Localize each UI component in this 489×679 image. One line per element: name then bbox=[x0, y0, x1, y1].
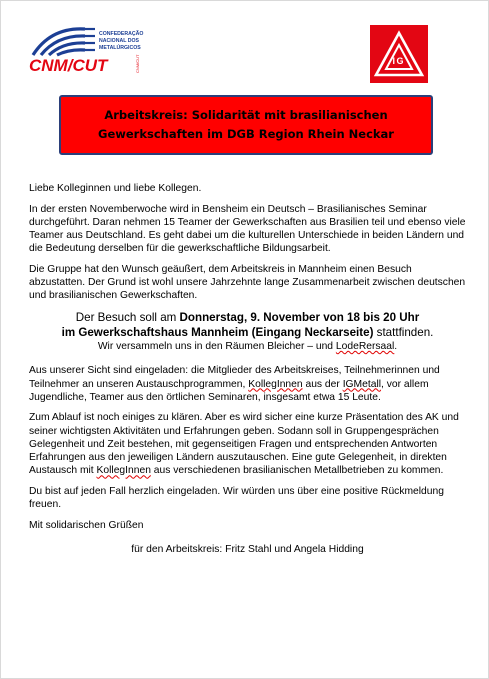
logo-arc-lines bbox=[85, 29, 95, 50]
paragraph-invitation: Du bist auf jeden Fall herzlich eingeladen. Wir würden uns über eine positive Rückmeldung freuen. bbox=[29, 485, 444, 511]
visit-location-line: im Gewerkschaftshaus Mannheim (Eingang Neckarseite) stattfinden. bbox=[61, 326, 434, 340]
ig-metall-logo bbox=[370, 25, 428, 83]
visit-announcement: Der Besuch soll am Donnerstag, 9. November von 18 bis 20 Uhr bbox=[75, 311, 420, 325]
visit-location: im Gewerkschaftshaus Mannheim (Eingang Neckarseite) bbox=[61, 326, 374, 340]
letter-body bbox=[29, 182, 466, 564]
visit-date: Donnerstag, 9. November von 18 bis 20 Uhr bbox=[179, 311, 420, 325]
svg-text:I: I bbox=[392, 56, 396, 66]
logo-wordmark: CNM/CUT bbox=[29, 56, 108, 75]
logo-text-line3: METALÚRGICOS bbox=[99, 45, 141, 51]
closing: Mit solidarischen Grüßen bbox=[29, 519, 144, 531]
title-line-2: Gewerkschaften im DGB Region Rhein Neckar bbox=[98, 127, 394, 141]
signature: für den Arbeitskreis: Fritz Stahl und Angela Hidding bbox=[131, 544, 364, 556]
svg-text:G: G bbox=[396, 56, 404, 66]
cnm-cut-logo bbox=[27, 25, 155, 77]
paragraph-seminar: In der ersten Novemberwoche wird in Bensheim ein Deutsch – Brasilianisches Seminar durchgeführt. Daran nehmen 15 Teamer der Gewerkschaften aus Brasilien teil und ebenso viele Teamer aus Deutschland. Es geht dabei um die kulturellen Unterschiede in beiden Ländern und die Bedeutung derselben für die gewerkschaftliche Bildungsarbeit. bbox=[29, 203, 466, 255]
title-line-1: Arbeitskreis: Solidarität mit brasilianischen bbox=[104, 108, 388, 122]
logo-text-line1: CONFEDERAÇÃO bbox=[99, 31, 144, 37]
paragraph-agenda: Zum Ablauf ist noch einiges zu klären. Aber es wird sicher eine kurze Präsentation des AK und seiner wichtigsten Aktivitäten und Erfahrungen geben. Sodann soll in Gruppengesprächen Gelegenheit und Zeit bestehen, mit gegenseitigen Fragen und entsprechenden Antworten Erfahrungen aus den jeweiligen Ländern auszutauschen. Eine gute Gelegenheit, in direkten Austausch mit KollegInnen aus verschiedenen brasilianischen Metallbetrieben zu kommen. bbox=[29, 412, 459, 477]
paragraph-wish: Die Gruppe hat den Wunsch geäußert, dem Arbeitskreis in Mannheim einen Besuch abzustatten. Der Grund ist wohl unsere Jahrzehnte lange Zusammenarbeit zwischen deutschen und brasilianischen Gewerkschaften. bbox=[29, 264, 466, 302]
visit-rooms: Wir versammeln uns in den Räumen Bleicher – und LodeRersaal. bbox=[97, 341, 398, 353]
title-banner bbox=[59, 95, 433, 155]
paragraph-invitees: Aus unserer Sicht sind eingeladen: die Mitglieder des Arbeitskreises, Teilnehmerinnen und Teilnehmer an unseren Austauschprogrammen, KollegInnen aus der IGMetall, vor allem Jugendliche, Teamer aus den örtlichen Seminaren, insgesamt etwa 15 Leute. bbox=[29, 365, 440, 403]
logo-arcs bbox=[33, 29, 85, 55]
logo-small-vertical: CNM/CUT bbox=[135, 54, 140, 73]
logo-text-line2: NACIONAL DOS bbox=[99, 38, 139, 44]
greeting: Liebe Kolleginnen und liebe Kollegen. bbox=[29, 183, 202, 194]
